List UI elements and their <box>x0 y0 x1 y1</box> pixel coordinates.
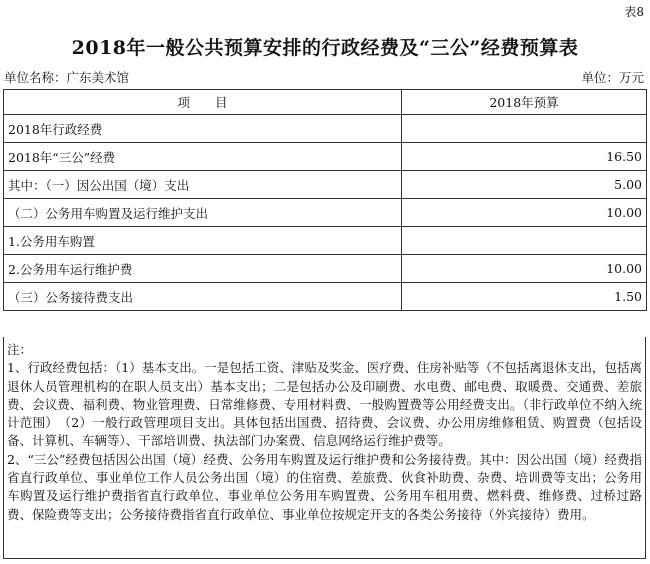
row-label: （三）公务接待费支出 <box>4 283 402 311</box>
table-row <box>4 227 647 255</box>
note-2: 2、“三公”经费包括因公出国（境）经费、公务用车购置及运行维护费和公务接待费。其中：因公出国（境）经费指省直行政单位、事业单位工作人员公务出国（境）的住宿费、差旅费、伙食补助费、杂费、培训费等支出；公务用车购置及运行维护费指省直行政单位、事业单位公务用车购置费、公务用车租用费、燃料费、维修费、过桥过路费、保险费等支出；公务接待费指省直行政单位、事业单位按规定开支的各类公务接待（外宾接待）费用。 <box>7 451 642 522</box>
row-label: 其中：（一）因公出国（境）支出 <box>4 171 402 199</box>
note-1: 1、行政经费包括：（1）基本支出。一是包括工资、津贴及奖金、医疗费、住房补贴等（不包括离退休支出，包括离退休人员管理机构的在职人员支出）基本支出；二是包括办公及印刷费、水电费、邮电费、取暖费、交通费、差旅费、会议费、福利费、物业管理费、日常维修费、专用材料费、一般购置费等公用经费支出。（非行政单位不纳入统计范围） （2）一般行政管理项目支出。具体包括出国费、招待费、会议费、办公用房维修租赁、购置费（包括设备、计算机、车辆等）、干部培训费、执法部门办案费、信息网络运行维护费等。 <box>7 360 642 449</box>
notes-section <box>3 337 646 559</box>
table-row <box>4 199 647 227</box>
row-label: 2018年“三公”经费 <box>4 143 402 171</box>
table-row <box>4 171 647 199</box>
row-value <box>402 115 647 143</box>
row-label: 2018年行政经费 <box>4 115 402 143</box>
row-label: （二）公务用车购置及运行维护支出 <box>4 199 402 227</box>
table-header-row <box>4 90 647 115</box>
table-row <box>4 255 647 283</box>
document-title: 2018年一般公共预算安排的行政经费及“三公”经费预算表 <box>71 37 579 59</box>
budget-table <box>3 89 647 311</box>
header-budget: 2018年预算 <box>402 90 647 115</box>
table-row <box>4 115 647 143</box>
row-value: 1.50 <box>402 283 647 311</box>
table-number: 表8 <box>624 5 644 19</box>
unit-measure: 单位：万元 <box>581 70 644 85</box>
row-label: 1.公务用车购置 <box>4 227 402 255</box>
table-row <box>4 283 647 311</box>
table-row <box>4 143 647 171</box>
row-value: 16.50 <box>402 143 647 171</box>
row-label: 2.公务用车运行维护费 <box>4 255 402 283</box>
notes-heading: 注： <box>7 342 33 357</box>
row-value: 5.00 <box>402 171 647 199</box>
row-value: 10.00 <box>402 199 647 227</box>
header-item: 项 目 <box>4 90 402 115</box>
unit-name: 单位名称：广东美术馆 <box>4 70 130 85</box>
row-value <box>402 227 647 255</box>
row-value: 10.00 <box>402 255 647 283</box>
